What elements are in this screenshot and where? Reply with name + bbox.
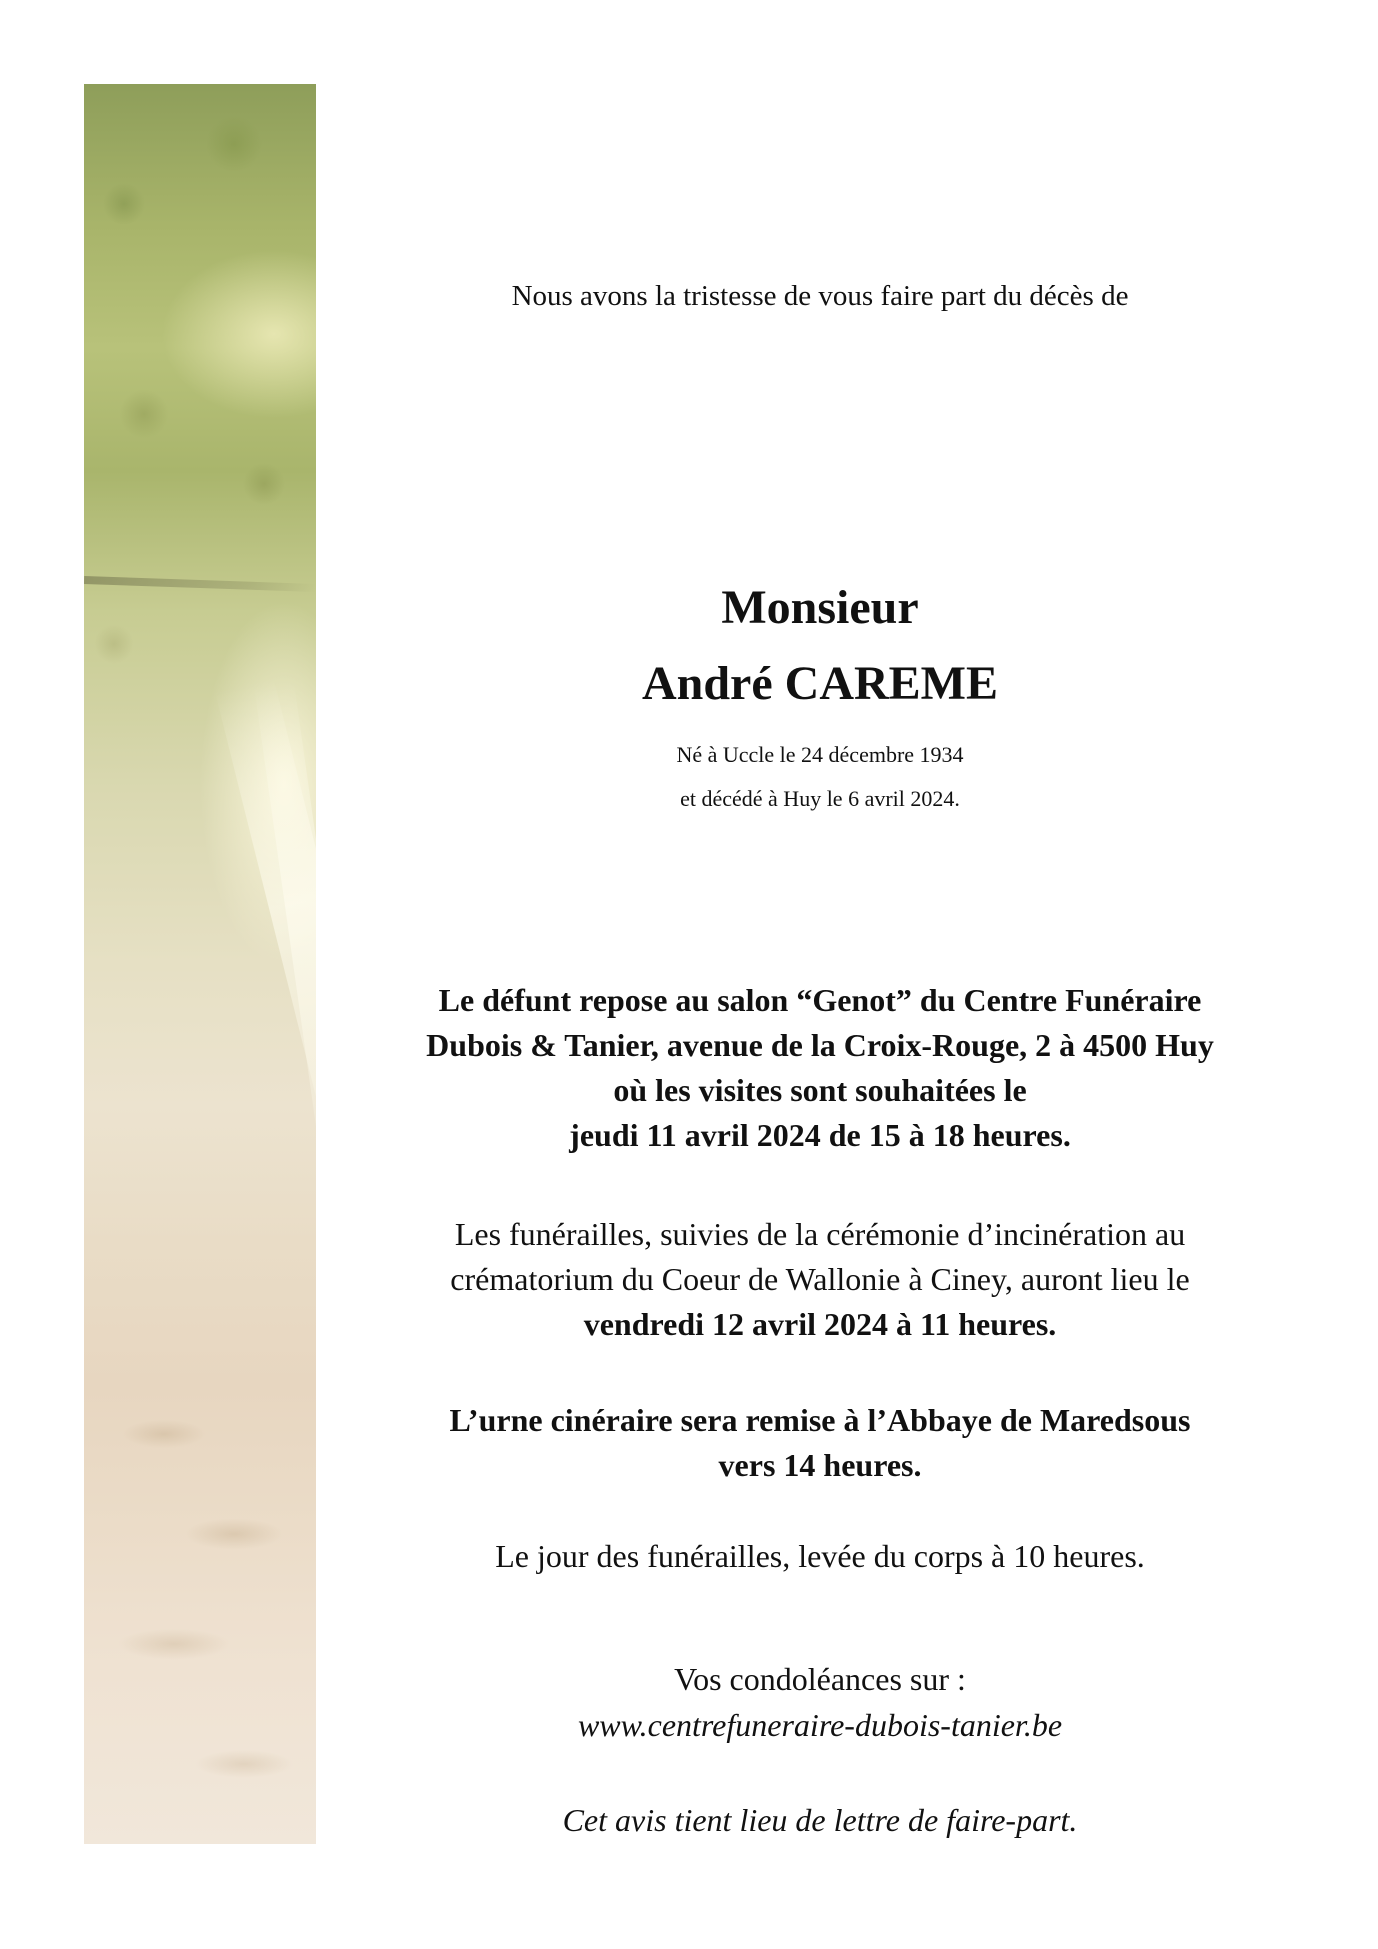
deceased-name: André CAREME xyxy=(642,657,998,710)
intro-text: Nous avons la tristesse de vous faire part du décès de xyxy=(511,280,1129,312)
urn-line: L’urne cinéraire sera remise à l’Abbaye de Maredsous xyxy=(449,1402,1191,1438)
condolences-block xyxy=(340,1656,1300,1748)
repose-line: Dubois & Tanier, avenue de la Croix-Rouge, 2 à 4500 Huy xyxy=(426,1027,1214,1063)
repose-line: Le défunt repose au salon “Genot” du Centre Funéraire xyxy=(438,982,1202,1018)
condolences-url: www.centrefuneraire-dubois-tanier.be xyxy=(577,1707,1063,1743)
funerals-line: crématorium du Coeur de Wallonie à Ciney, auront lieu le xyxy=(450,1261,1190,1297)
funerals-paragraph xyxy=(340,1212,1300,1347)
deceased-title: Monsieur xyxy=(721,581,919,634)
condolences-label: Vos condoléances sur : xyxy=(674,1661,966,1697)
birth-info: Né à Uccle le 24 décembre 1934 xyxy=(676,742,964,767)
repose-paragraph xyxy=(340,978,1300,1158)
death-info: et décédé à Huy le 6 avril 2024. xyxy=(680,786,960,811)
repose-line: où les visites sont souhaitées le xyxy=(613,1072,1027,1108)
foliage-texture xyxy=(84,84,316,1844)
urn-line: vers 14 heures. xyxy=(718,1447,922,1483)
levee-text: Le jour des funérailles, levée du corps à 10 heures. xyxy=(495,1538,1145,1574)
repose-line: jeudi 11 avril 2024 de 15 à 18 heures. xyxy=(569,1117,1071,1153)
urn-paragraph xyxy=(340,1398,1300,1488)
forest-path-photo xyxy=(84,84,316,1844)
funerals-date: vendredi 12 avril 2024 à 11 heures. xyxy=(583,1306,1057,1342)
notice-text: Cet avis tient lieu de lettre de faire-part. xyxy=(562,1802,1078,1838)
funerals-line: Les funérailles, suivies de la cérémonie d’incinération au xyxy=(454,1216,1186,1252)
